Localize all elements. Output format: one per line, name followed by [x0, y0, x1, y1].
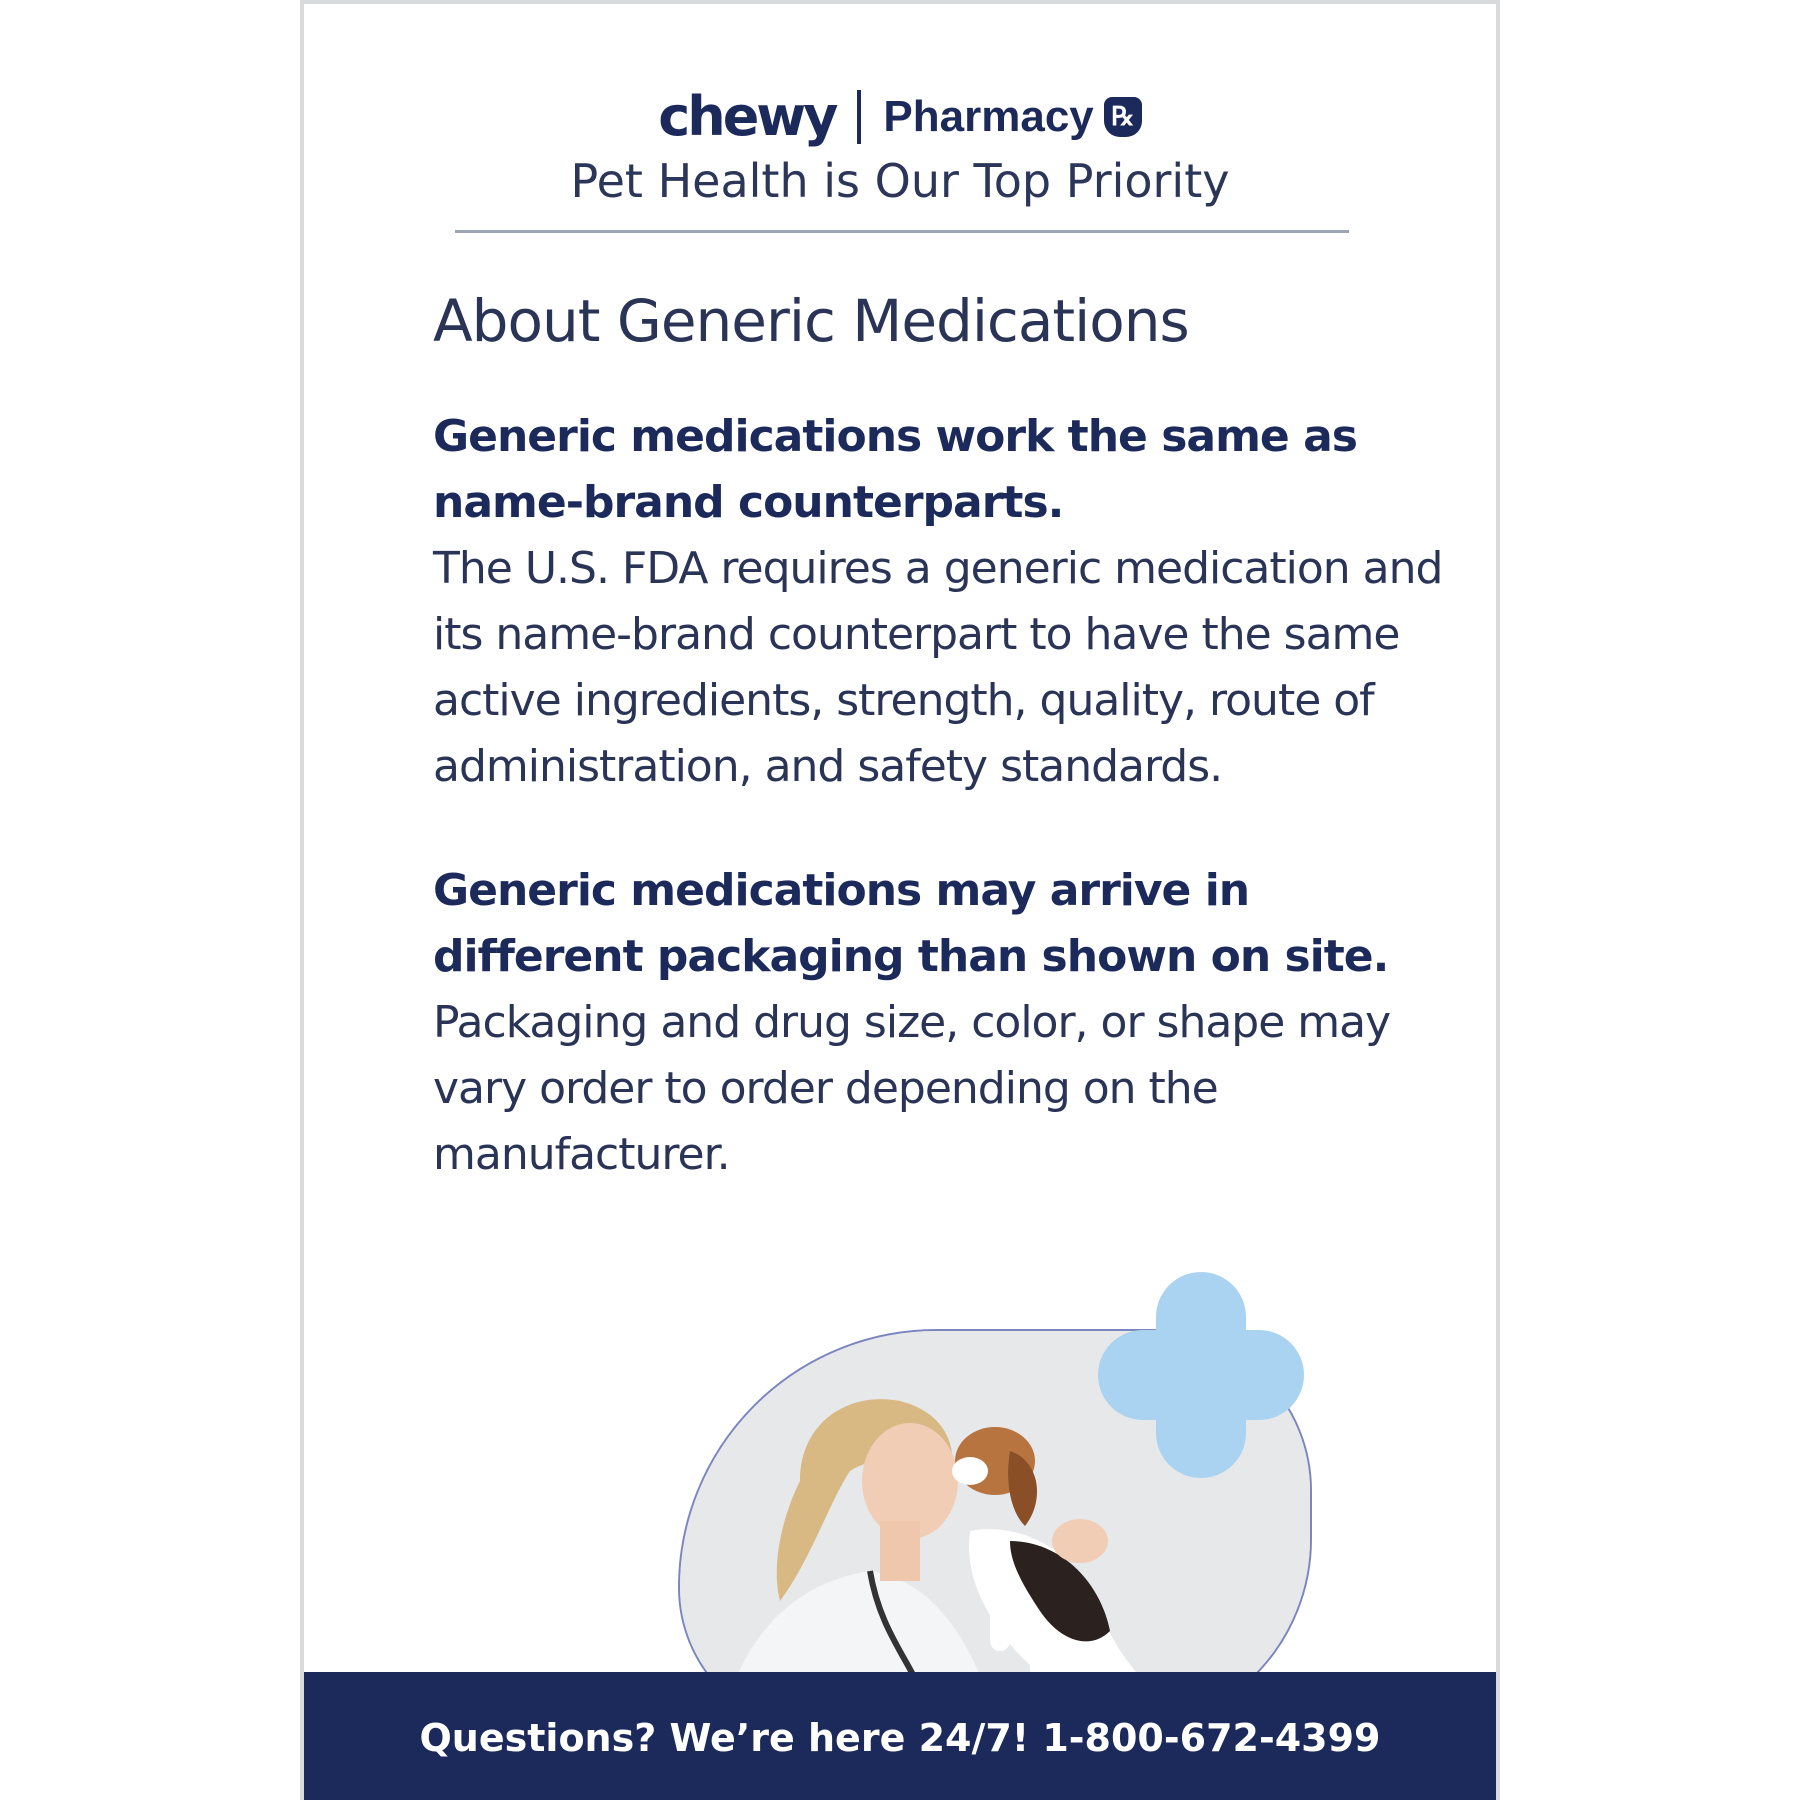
info-card: [300, 0, 1500, 1800]
pharmacy-logo-text: Pharmacy: [883, 92, 1094, 141]
contact-phone-text: Questions? We’re here 24/7! 1-800-672-4399: [419, 1716, 1381, 1760]
body-paragraph: The U.S. FDA requires a generic medication and its name-brand counterpart to have the same active ingredients, strength, quality, route of administration, and safety standards.: [433, 542, 1443, 792]
section-title: About Generic Medications: [433, 287, 1189, 355]
rx-shield-icon: ℞: [1104, 97, 1142, 137]
tagline: Pet Health is Our Top Priority: [570, 154, 1230, 208]
plus-cross-icon: [1098, 1272, 1304, 1478]
brand-logo: [304, 82, 1496, 152]
contact-footer: [304, 1672, 1496, 1800]
header-divider: [455, 230, 1349, 233]
main-content: [433, 287, 1443, 1188]
logo-divider: [857, 90, 861, 144]
chewy-logo: chewy: [658, 85, 836, 148]
lead-statement: Generic medications may arrive in different packaging than shown on site.: [433, 864, 1389, 982]
body-paragraph: Packaging and drug size, color, or shape may vary order to order depending on the manufacturer.: [433, 996, 1391, 1180]
lead-statement: Generic medications work the same as name-brand counterparts.: [433, 410, 1357, 528]
